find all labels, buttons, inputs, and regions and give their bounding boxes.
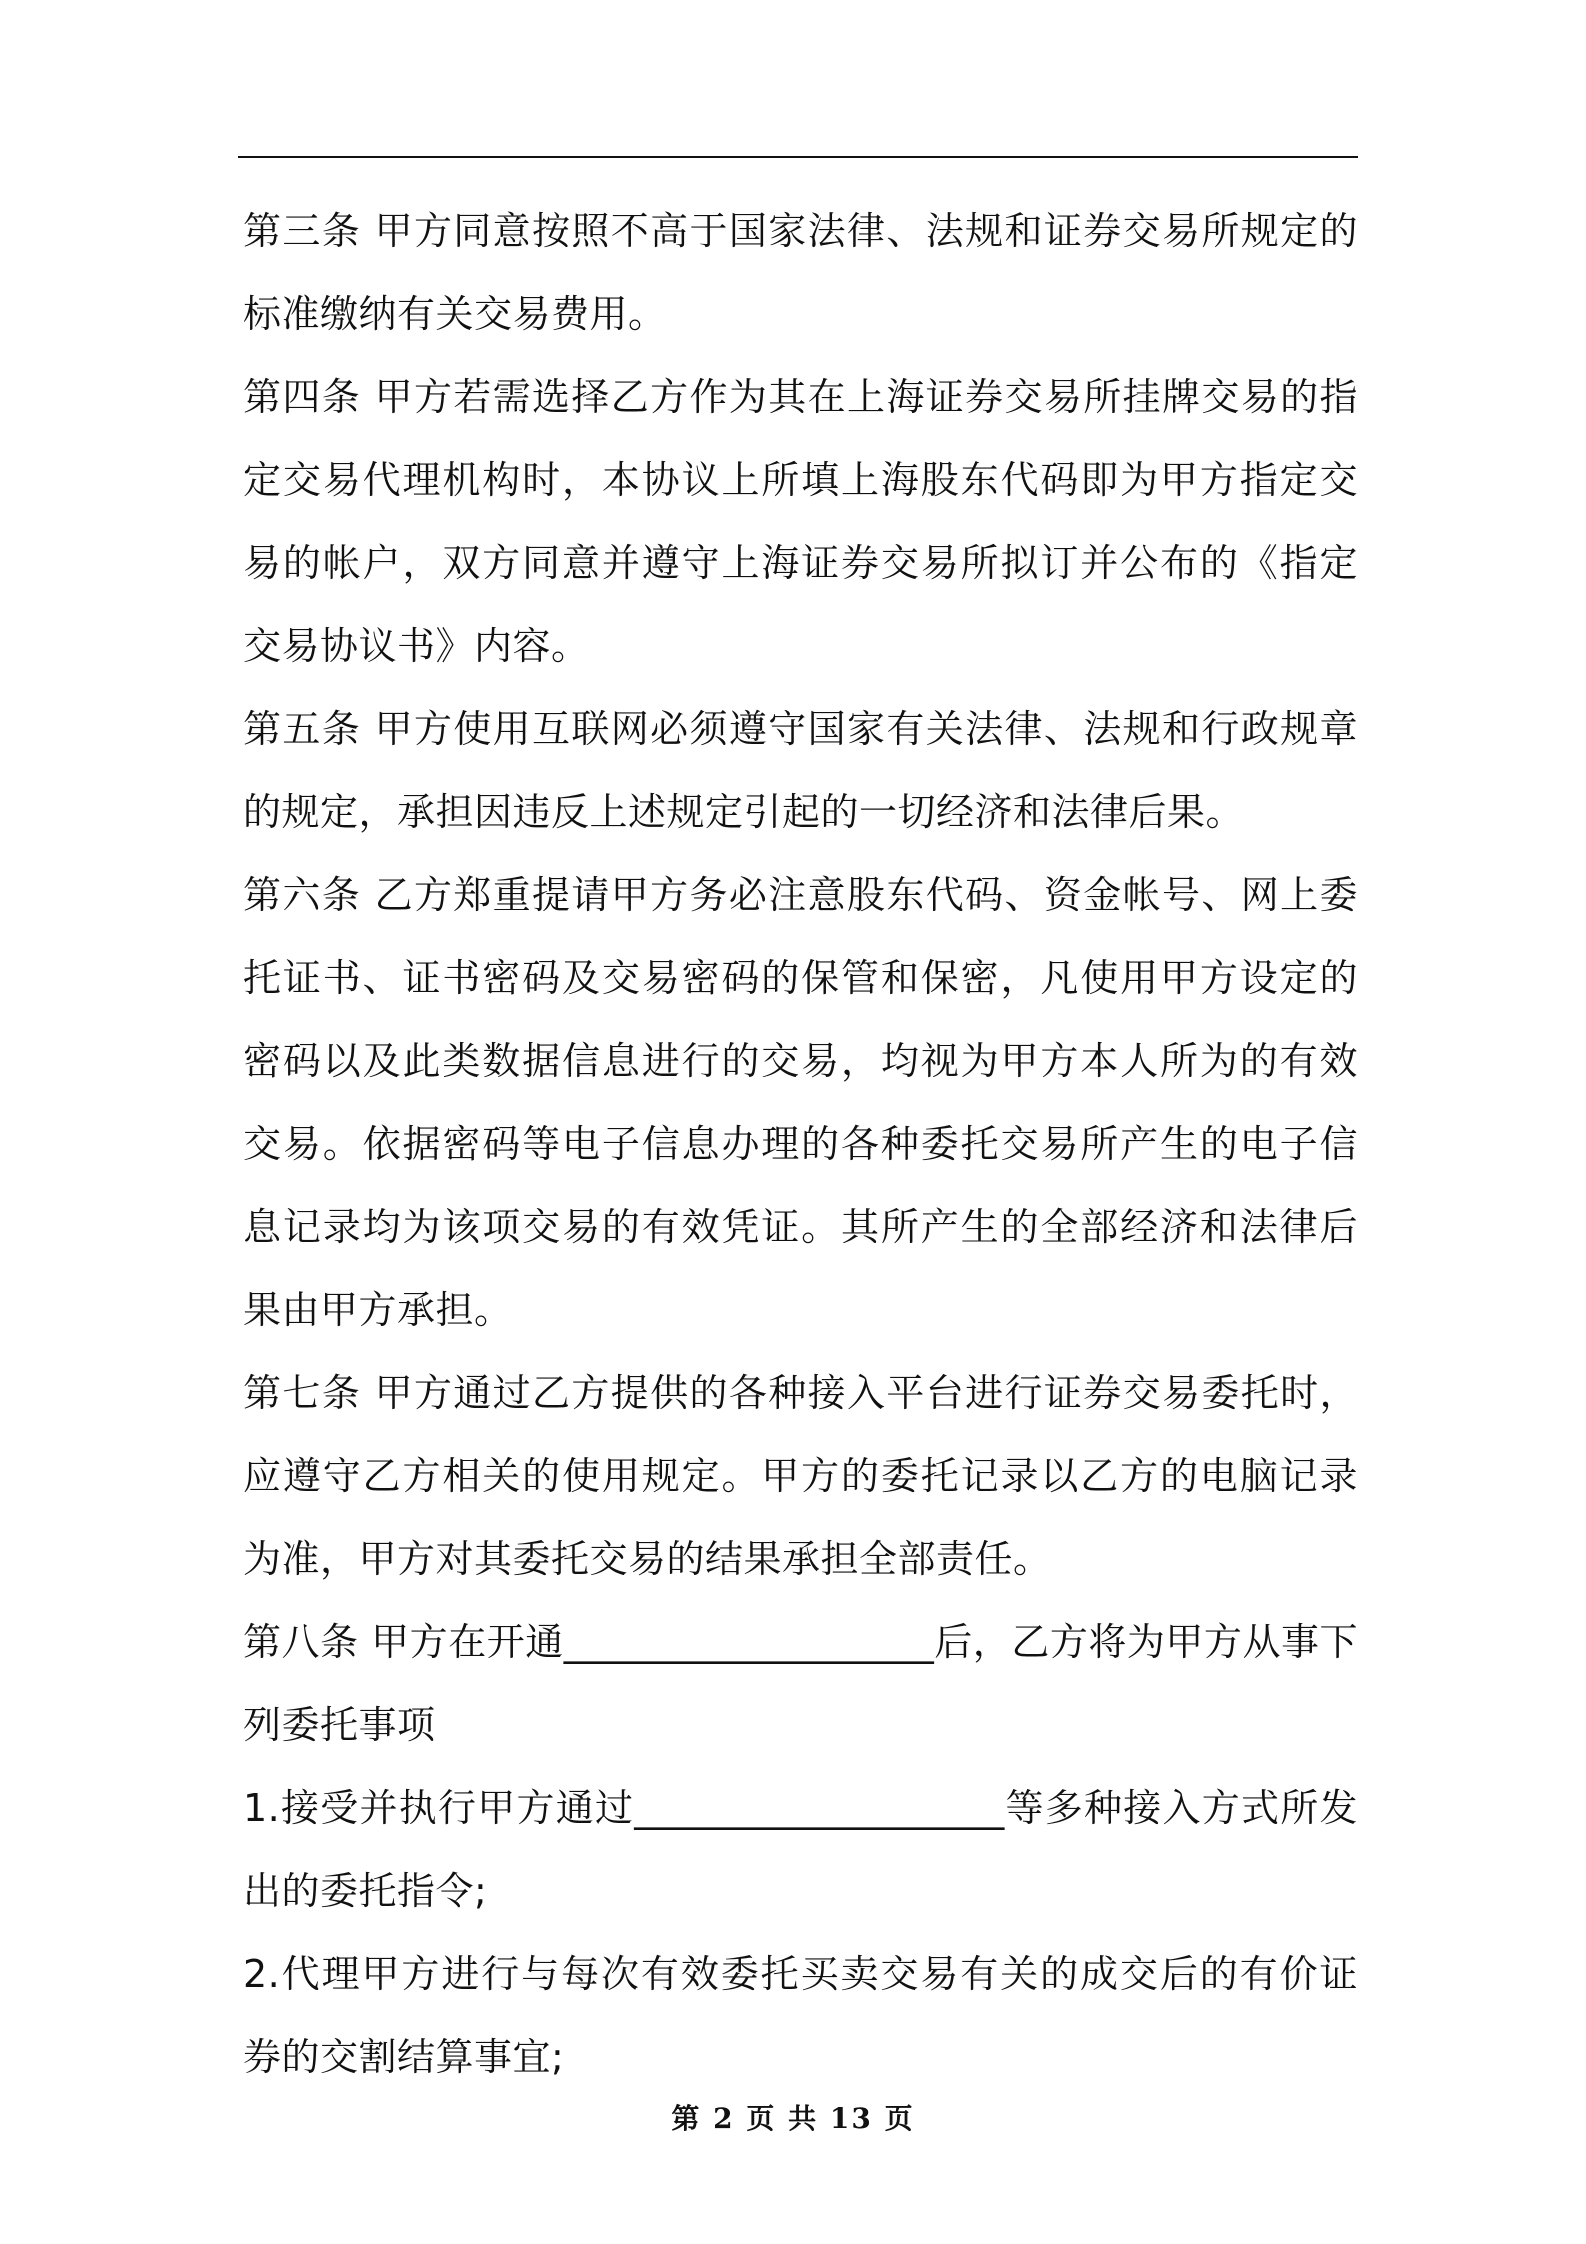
article-8: 第八条 甲方在开通___________________后，乙方将为甲方从事下列委托事项: [243, 1620, 1358, 1747]
document-body: [243, 190, 1358, 2099]
header-rule: [238, 156, 1358, 158]
page-number: 第 2 页 共 13 页: [671, 2102, 915, 2135]
article-8-item-2: 2.代理甲方进行与每次有效委托买卖交易有关的成交后的有价证券的交割结算事宜;: [243, 1952, 1358, 2079]
article-8-item-1: 1.接受并执行甲方通过___________________等多种接入方式所发出的委托指令;: [243, 1786, 1358, 1913]
article-3: 第三条 甲方同意按照不高于国家法律、法规和证券交易所规定的标准缴纳有关交易费用。: [243, 209, 1358, 336]
article-5: 第五条 甲方使用互联网必须遵守国家有关法律、法规和行政规章的规定，承担因违反上述规定引起的一切经济和法律后果。: [243, 707, 1358, 834]
article-4: 第四条 甲方若需选择乙方作为其在上海证券交易所挂牌交易的指定交易代理机构时，本协议上所填上海股东代码即为甲方指定交易的帐户，双方同意并遵守上海证券交易所拟订并公布的《指定交易协议书》内容。: [243, 375, 1358, 668]
article-7: 第七条 甲方通过乙方提供的各种接入平台进行证券交易委托时，应遵守乙方相关的使用规定。甲方的委托记录以乙方的电脑记录为准，甲方对其委托交易的结果承担全部责任。: [243, 1371, 1358, 1581]
article-6: 第六条 乙方郑重提请甲方务必注意股东代码、资金帐号、网上委托证书、证书密码及交易密码的保管和保密，凡使用甲方设定的密码以及此类数据信息进行的交易，均视为甲方本人所为的有效交易。依据密码等电子信息办理的各种委托交易所产生的电子信息记录均为该项交易的有效凭证。其所产生的全部经济和法律后果由甲方承担。: [243, 873, 1358, 1332]
